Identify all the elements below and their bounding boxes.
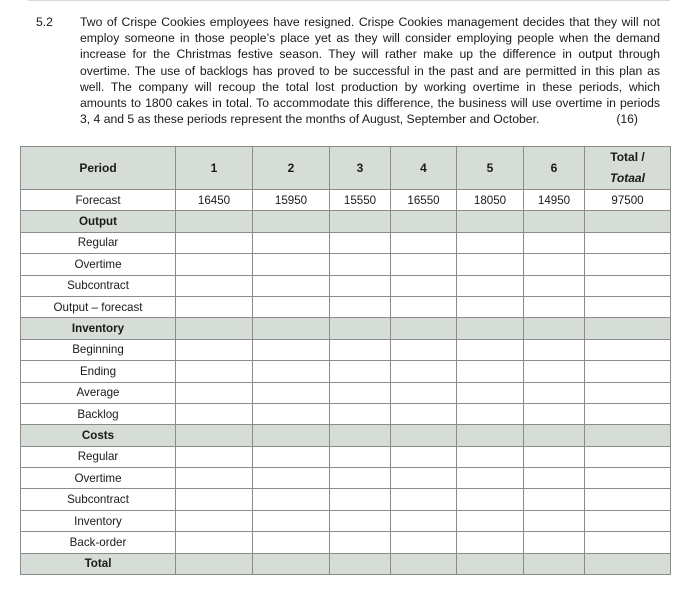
table-row: [21, 254, 671, 275]
answer-cell[interactable]: [457, 275, 524, 296]
header-total-label: [610, 147, 645, 189]
answer-cell[interactable]: [253, 296, 330, 317]
answer-cell[interactable]: [253, 254, 330, 275]
answer-cell[interactable]: [585, 232, 671, 253]
row-label: Forecast: [21, 190, 176, 211]
answer-cell[interactable]: [253, 275, 330, 296]
answer-cell[interactable]: [585, 553, 671, 574]
header-period: Period: [21, 147, 176, 190]
blank-cell: [253, 318, 330, 339]
question-block: [36, 14, 660, 127]
blank-cell: [330, 425, 391, 446]
answer-cell[interactable]: [176, 553, 253, 574]
section-row-output: [21, 211, 671, 232]
blank-cell: [524, 318, 585, 339]
table-row: [21, 275, 671, 296]
answer-cell[interactable]: [457, 446, 524, 467]
section-label: Output: [21, 211, 176, 232]
row-label: Average: [21, 382, 176, 403]
answer-cell[interactable]: [391, 403, 457, 424]
table-row: [21, 339, 671, 360]
answer-cell[interactable]: [253, 339, 330, 360]
answer-cell[interactable]: [585, 382, 671, 403]
answer-cell[interactable]: [457, 403, 524, 424]
answer-cell[interactable]: [524, 382, 585, 403]
row-label: Inventory: [21, 510, 176, 531]
answer-cell[interactable]: [330, 468, 391, 489]
blank-cell: [391, 318, 457, 339]
answer-cell[interactable]: [330, 382, 391, 403]
answer-cell[interactable]: [253, 403, 330, 424]
answer-cell[interactable]: [330, 510, 391, 531]
section-row-inventory: [21, 318, 671, 339]
answer-cell[interactable]: [585, 275, 671, 296]
answer-cell[interactable]: [176, 446, 253, 467]
answer-cell[interactable]: [176, 468, 253, 489]
row-label: Overtime: [21, 254, 176, 275]
question-text-container: [80, 14, 660, 127]
forecast-value: 14950: [524, 190, 585, 211]
question-marks: (16): [616, 112, 638, 127]
answer-cell[interactable]: [391, 254, 457, 275]
answer-cell[interactable]: [176, 361, 253, 382]
answer-cell[interactable]: [585, 532, 671, 553]
answer-cell[interactable]: [391, 382, 457, 403]
answer-cell[interactable]: [457, 553, 524, 574]
answer-cell[interactable]: [330, 446, 391, 467]
answer-cell[interactable]: [253, 553, 330, 574]
blank-cell: [457, 211, 524, 232]
forecast-row: [21, 190, 671, 211]
answer-cell[interactable]: [176, 382, 253, 403]
row-label: Subcontract: [21, 489, 176, 510]
table-row: [21, 510, 671, 531]
forecast-value: 16550: [391, 190, 457, 211]
row-label: Subcontract: [21, 275, 176, 296]
answer-cell[interactable]: [457, 489, 524, 510]
row-label: Ending: [21, 361, 176, 382]
answer-cell[interactable]: [176, 532, 253, 553]
answer-cell[interactable]: [391, 296, 457, 317]
answer-cell[interactable]: [457, 510, 524, 531]
answer-cell[interactable]: [457, 232, 524, 253]
answer-cell[interactable]: [391, 468, 457, 489]
answer-cell[interactable]: [524, 232, 585, 253]
table-row: [21, 468, 671, 489]
header-period-4: 4: [391, 147, 457, 190]
answer-cell[interactable]: [585, 339, 671, 360]
blank-cell: [330, 318, 391, 339]
answer-cell[interactable]: [391, 361, 457, 382]
answer-cell[interactable]: [391, 232, 457, 253]
answer-cell[interactable]: [524, 553, 585, 574]
header-period-2: 2: [253, 147, 330, 190]
header-total: [585, 147, 671, 190]
answer-cell[interactable]: [457, 296, 524, 317]
answer-cell[interactable]: [585, 254, 671, 275]
answer-cell[interactable]: [176, 275, 253, 296]
row-label: Output – forecast: [21, 296, 176, 317]
blank-cell: [585, 211, 671, 232]
answer-cell[interactable]: [253, 382, 330, 403]
row-label: Backlog: [21, 403, 176, 424]
answer-cell[interactable]: [391, 510, 457, 531]
forecast-value: 15550: [330, 190, 391, 211]
answer-cell[interactable]: [524, 403, 585, 424]
blank-cell: [524, 425, 585, 446]
answer-cell[interactable]: [585, 510, 671, 531]
blank-cell: [585, 425, 671, 446]
answer-cell[interactable]: [330, 296, 391, 317]
aggregate-plan-table: [20, 146, 671, 575]
answer-cell[interactable]: [457, 532, 524, 553]
answer-cell[interactable]: [524, 339, 585, 360]
blank-cell: [253, 211, 330, 232]
answer-cell[interactable]: [585, 446, 671, 467]
answer-cell[interactable]: [176, 232, 253, 253]
blank-cell: [391, 425, 457, 446]
answer-cell[interactable]: [176, 296, 253, 317]
answer-cell[interactable]: [524, 361, 585, 382]
blank-cell: [330, 211, 391, 232]
answer-cell[interactable]: [330, 489, 391, 510]
answer-cell[interactable]: [330, 254, 391, 275]
forecast-total: 97500: [585, 190, 671, 211]
blank-cell: [176, 425, 253, 446]
table-row: [21, 532, 671, 553]
answer-cell[interactable]: [330, 275, 391, 296]
answer-cell[interactable]: [457, 339, 524, 360]
answer-cell[interactable]: [176, 339, 253, 360]
answer-cell[interactable]: [253, 510, 330, 531]
answer-cell[interactable]: [391, 446, 457, 467]
answer-cell[interactable]: [330, 339, 391, 360]
answer-cell[interactable]: [524, 296, 585, 317]
header-row: [21, 147, 671, 190]
answer-cell[interactable]: [524, 510, 585, 531]
answer-cell[interactable]: [585, 361, 671, 382]
answer-cell[interactable]: [330, 232, 391, 253]
table-row: [21, 296, 671, 317]
table-row: [21, 489, 671, 510]
answer-cell[interactable]: [391, 532, 457, 553]
row-label: Beginning: [21, 339, 176, 360]
answer-cell[interactable]: [253, 446, 330, 467]
answer-cell[interactable]: [253, 232, 330, 253]
answer-cell[interactable]: [176, 510, 253, 531]
row-label: Back-order: [21, 532, 176, 553]
header-period-3: 3: [330, 147, 391, 190]
header-period-1: 1: [176, 147, 253, 190]
blank-cell: [524, 211, 585, 232]
answer-cell[interactable]: [524, 532, 585, 553]
header-total-en: Total /: [610, 150, 645, 164]
answer-cell[interactable]: [524, 275, 585, 296]
answer-cell[interactable]: [457, 361, 524, 382]
section-label: Costs: [21, 425, 176, 446]
answer-cell[interactable]: [524, 254, 585, 275]
header-period-6: 6: [524, 147, 585, 190]
answer-cell[interactable]: [391, 275, 457, 296]
question-number: 5.2: [36, 15, 53, 29]
answer-cell[interactable]: [524, 446, 585, 467]
section-row-costs: [21, 425, 671, 446]
answer-cell[interactable]: [391, 339, 457, 360]
answer-cell[interactable]: [457, 254, 524, 275]
answer-cell[interactable]: [585, 468, 671, 489]
answer-cell[interactable]: [330, 553, 391, 574]
answer-cell[interactable]: [253, 361, 330, 382]
row-label: Overtime: [21, 468, 176, 489]
blank-cell: [176, 318, 253, 339]
table-row: [21, 382, 671, 403]
answer-cell[interactable]: [391, 553, 457, 574]
header-period-5: 5: [457, 147, 524, 190]
answer-cell[interactable]: [176, 403, 253, 424]
header-total-af: Totaal: [610, 171, 645, 185]
question-text: Two of Crispe Cookies employees have resigned. Crispe Cookies management decides that they will not employ someone in those people’s place yet as they will consider employing people when the demand increase for the Christmas festive season. They will rather make up the difference in output through overtime. The use of backlogs has proved to be successful in the past and are permitted in this plan as well. The company will recoup the total lost production by working overtime in these periods, which amounts to 1800 cakes in total. To accommodate this difference, the business will use overtime in periods 3, 4 and 5 as these periods represent the months of August, September and October.: [80, 15, 660, 127]
answer-cell[interactable]: [253, 532, 330, 553]
section-label: Total: [21, 553, 176, 574]
answer-cell[interactable]: [330, 403, 391, 424]
table-row: [21, 361, 671, 382]
answer-cell[interactable]: [330, 532, 391, 553]
top-rule: [28, 0, 670, 1]
table-row: [21, 403, 671, 424]
answer-cell[interactable]: [253, 489, 330, 510]
answer-cell[interactable]: [330, 361, 391, 382]
blank-cell: [253, 425, 330, 446]
answer-cell[interactable]: [585, 296, 671, 317]
answer-cell[interactable]: [176, 254, 253, 275]
answer-cell[interactable]: [253, 468, 330, 489]
section-row-total: [21, 553, 671, 574]
blank-cell: [391, 211, 457, 232]
blank-cell: [457, 318, 524, 339]
answer-cell[interactable]: [524, 489, 585, 510]
row-label: Regular: [21, 446, 176, 467]
section-label: Inventory: [21, 318, 176, 339]
forecast-value: 16450: [176, 190, 253, 211]
blank-cell: [585, 318, 671, 339]
table-row: [21, 446, 671, 467]
answer-cell[interactable]: [457, 468, 524, 489]
answer-cell[interactable]: [585, 489, 671, 510]
answer-cell[interactable]: [176, 489, 253, 510]
answer-cell[interactable]: [391, 489, 457, 510]
forecast-value: 18050: [457, 190, 524, 211]
answer-cell[interactable]: [585, 403, 671, 424]
answer-cell[interactable]: [524, 468, 585, 489]
blank-cell: [457, 425, 524, 446]
forecast-value: 15950: [253, 190, 330, 211]
answer-cell[interactable]: [457, 382, 524, 403]
blank-cell: [176, 211, 253, 232]
table-row: [21, 232, 671, 253]
row-label: Regular: [21, 232, 176, 253]
